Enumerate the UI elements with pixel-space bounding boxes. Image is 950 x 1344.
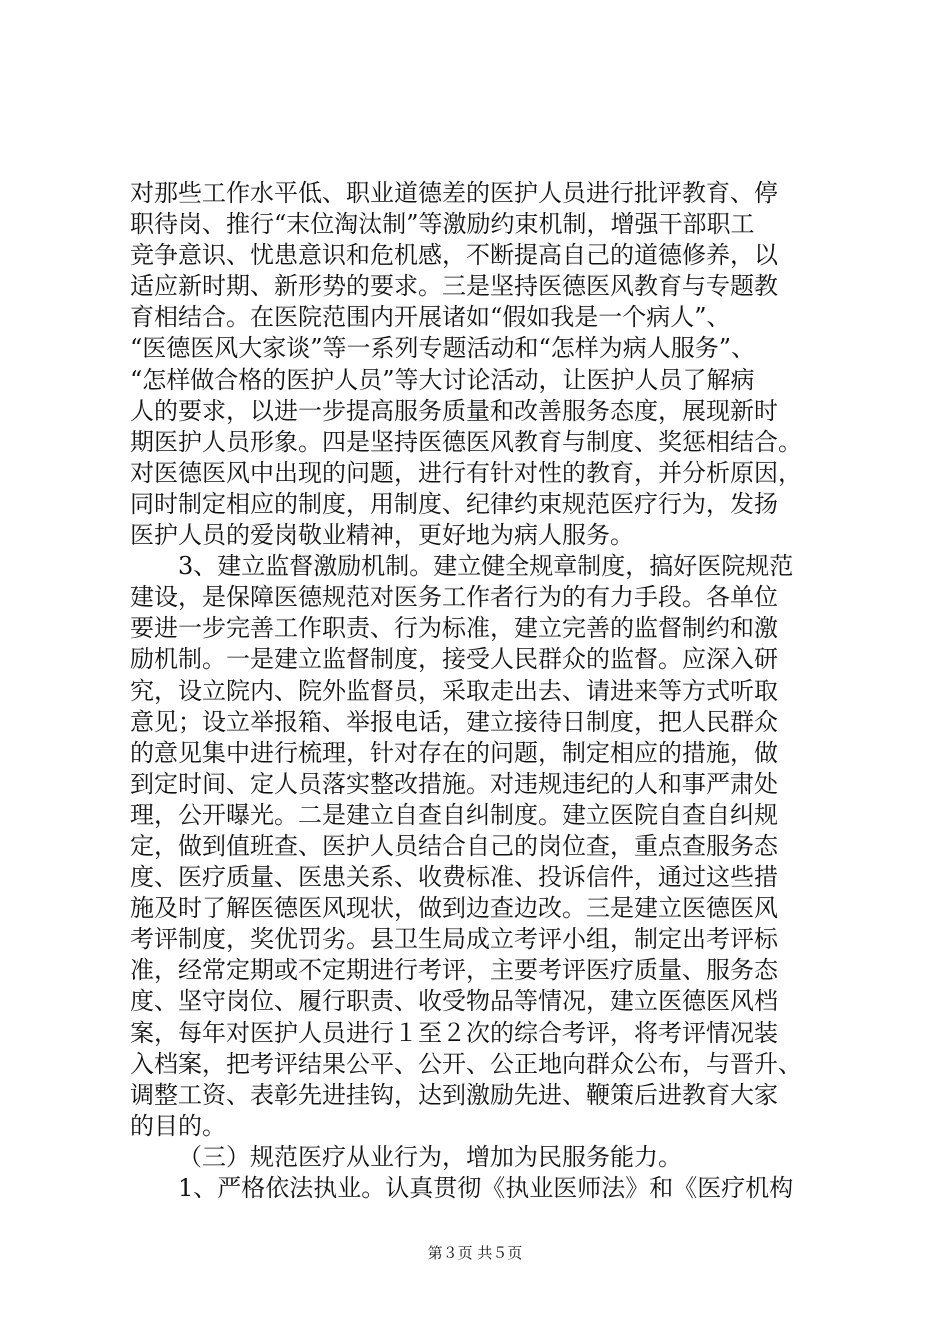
text-line: 的目的。 bbox=[130, 1111, 226, 1140]
text-line: 期医护人员形象。四是坚持医德医风教育与制度、奖惩相结合。 bbox=[130, 427, 802, 456]
text-line: 案，每年对医护人员进行１至２次的综合考评，将考评情况装 bbox=[130, 1018, 778, 1047]
text-line: 入档案，把考评结果公平、公开、公正地向群众公布，与晋升、 bbox=[130, 1049, 802, 1078]
text-line: 励机制。一是建立监督制度，接受人民群众的监督。应深入研 bbox=[130, 645, 778, 674]
text-line: 育相结合。在医院范围内开展诸如“假如我是一个病人”、 bbox=[130, 303, 731, 332]
text-line: 适应新时期、新形势的要求。三是坚持医德医风教育与专题教 bbox=[130, 272, 778, 301]
section-heading: （三）规范医疗从业行为，增加为民服务能力。 bbox=[178, 1142, 682, 1171]
text-line: 对那些工作水平低、职业道德差的医护人员进行批评教育、停 bbox=[130, 179, 778, 207]
text-line: 人的要求，以进一步提高服务质量和改善服务态度，展现新时 bbox=[130, 396, 778, 425]
text-line: 度、坚守岗位、履行职责、收受物品等情况，建立医德医风档 bbox=[130, 987, 778, 1016]
text-line: 度、医疗质量、医患关系、收费标准、投诉信件，通过这些措 bbox=[130, 863, 778, 892]
page-number: 第３页 共５页 bbox=[427, 1244, 523, 1262]
text-line: 要进一步完善工作职责、行为标准，建立完善的监督制约和激 bbox=[130, 614, 778, 643]
paragraph-start-line: 1、严格依法执业。认真贯彻《执业医师法》和《医疗机构 bbox=[178, 1174, 794, 1202]
text-line: 定，做到值班查、医护人员结合自己的岗位查，重点查服务态 bbox=[130, 831, 778, 860]
text-line: 医护人员的爱岗敬业精神，更好地为病人服务。 bbox=[130, 521, 634, 550]
text-line: 究，设立院内、院外监督员，采取走出去、请进来等方式听取 bbox=[130, 676, 778, 705]
text-line: 意见；设立举报箱、举报电话，建立接待日制度，把人民群众 bbox=[130, 707, 778, 736]
text-line: 到定时间、定人员落实整改措施。对违规违纪的人和事严肃处 bbox=[130, 769, 778, 798]
text-line: 调整工资、表彰先进挂钩，达到激励先进、鞭策后进教育大家 bbox=[130, 1080, 778, 1109]
text-line: 建设，是保障医德规范对医务工作者行为的有力手段。各单位 bbox=[130, 583, 778, 612]
text-line: 准，经常定期或不定期进行考评，主要考评医疗质量、服务态 bbox=[130, 956, 778, 985]
text-line: 的意见集中进行梳理，针对存在的问题，制定相应的措施，做 bbox=[130, 738, 778, 767]
page-footer bbox=[0, 1243, 950, 1263]
text-line: 考评制度，奖优罚劣。县卫生局成立考评小组，制定出考评标 bbox=[130, 925, 778, 954]
text-line: 职待岗、推行“末位淘汰制”等激励约束机制，增强干部职工 bbox=[130, 210, 755, 239]
text-line: “医德医风大家谈”等一系列专题活动和“怎样为病人服务”、 bbox=[130, 334, 756, 363]
paragraph-start-line: 3、建立监督激励机制。建立健全规章制度，搞好医院规范 bbox=[178, 552, 794, 581]
text-line: 同时制定相应的制度，用制度、纪律约束规范医疗行为，发扬 bbox=[130, 489, 778, 518]
text-line: 施及时了解医德医风现状，做到边查边改。三是建立医德医风 bbox=[130, 894, 778, 923]
text-line: 理，公开曝光。二是建立自查自纠制度。建立医院自查自纠规 bbox=[130, 800, 778, 829]
text-line: 竞争意识、忧患意识和危机感，不断提高自己的道德修养，以 bbox=[130, 241, 778, 270]
text-line: 对医德医风中出现的问题，进行有针对性的教育，并分析原因， bbox=[130, 458, 802, 487]
body-text bbox=[130, 178, 830, 1204]
text-line: “怎样做合格的医护人员”等大讨论活动，让医护人员了解病 bbox=[130, 365, 755, 394]
